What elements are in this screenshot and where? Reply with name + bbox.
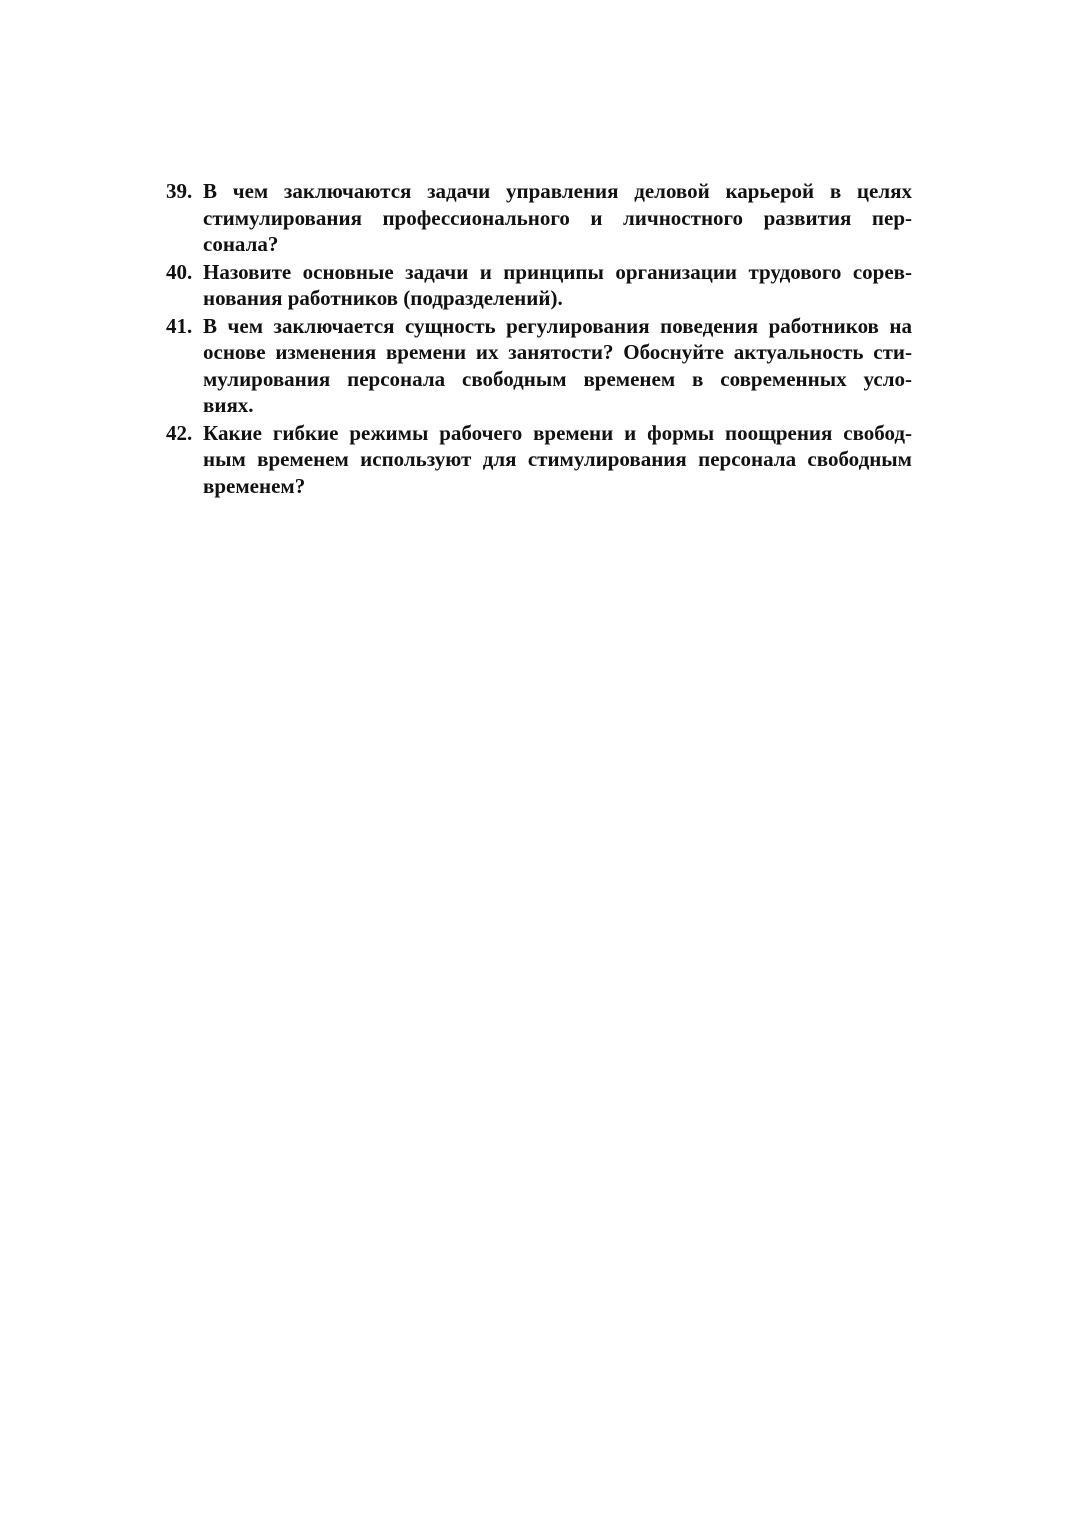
question-text	[203, 178, 912, 258]
question-number: 39.	[166, 179, 193, 203]
text-line: В чем заключаются задачи управления деловой карьерой в целях	[203, 179, 912, 203]
text-line: основе изменения времени их занятости? Обоснуйте актуальность сти-	[203, 340, 912, 364]
text-line: сонала?	[203, 232, 279, 256]
text-line: временем?	[203, 473, 306, 498]
text-line: виях.	[203, 393, 254, 417]
question-number: 40.	[166, 259, 193, 284]
question-text	[203, 313, 912, 419]
text-line: Назовите основные задачи и принципы организации трудового сорев-	[203, 259, 912, 284]
text-line: стимулирования профессионального и личностного развития пер-	[203, 205, 912, 230]
question-list	[166, 178, 912, 500]
text-line: В чем заключается сущность регулирования поведения работников на	[203, 313, 912, 338]
text-line: Какие гибкие режимы рабочего времени и формы поощрения свобод-	[203, 420, 912, 445]
question-text	[203, 259, 912, 312]
question-41	[166, 313, 912, 419]
question-text	[203, 420, 912, 500]
question-40	[166, 259, 912, 312]
question-number: 42.	[166, 420, 193, 445]
text-line: ным временем используют для стимулирования персонала свободным	[203, 447, 912, 471]
question-42	[166, 420, 912, 500]
text-line: мулирования персонала свободным временем в современных усло-	[203, 366, 912, 391]
question-39	[166, 178, 912, 258]
question-number: 41.	[166, 313, 193, 338]
text-line: нования работников (подразделений).	[203, 286, 563, 310]
